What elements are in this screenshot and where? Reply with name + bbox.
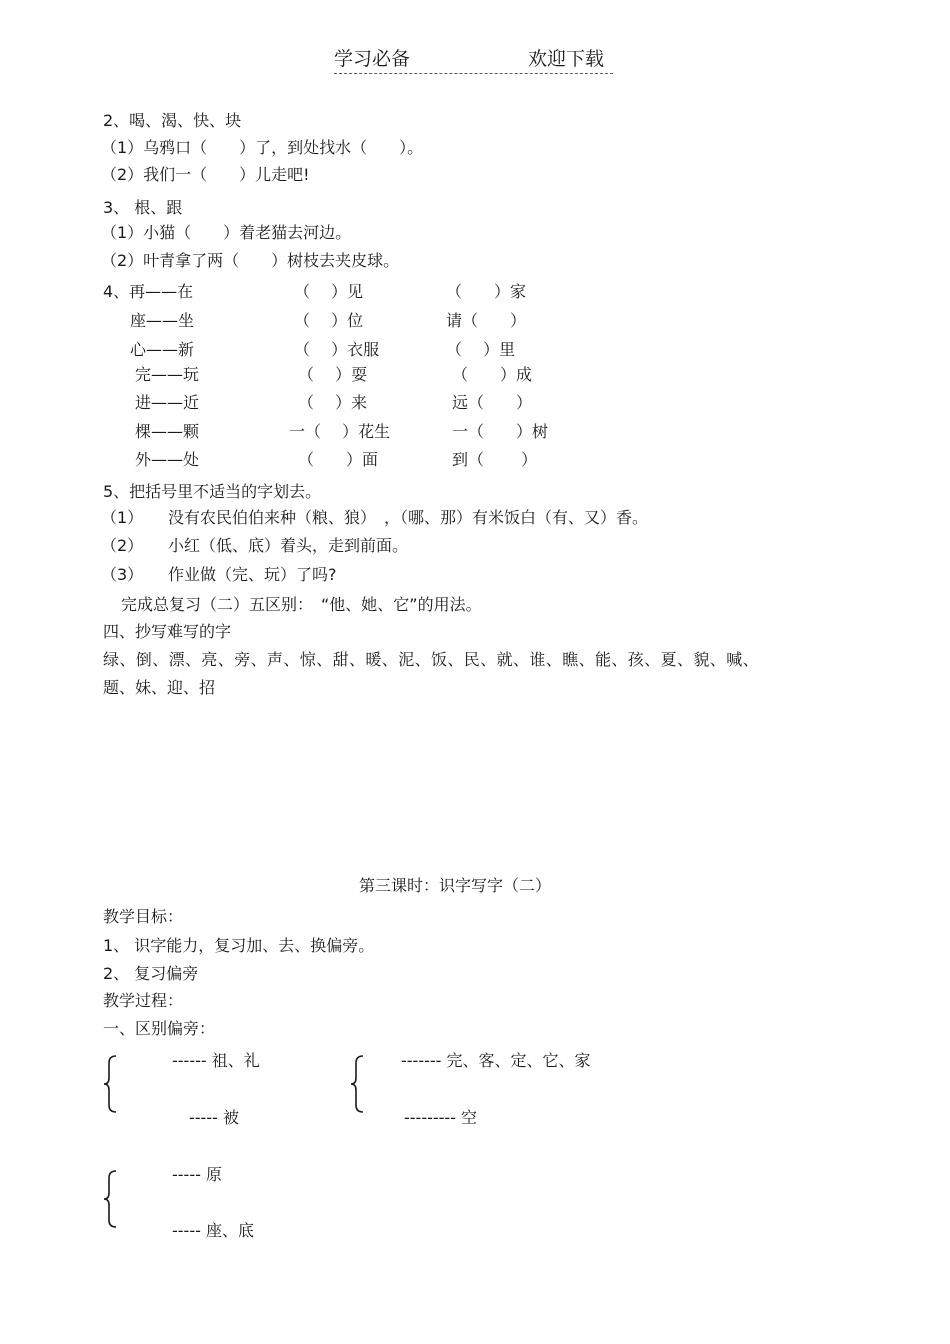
- left-brace-icon: [350, 1055, 364, 1113]
- q4-blank-b: （ ）成: [452, 365, 533, 384]
- q5-item-text: 小红（低、底）着头，走到前面。: [168, 536, 409, 555]
- brace-group-bottom: ----- 被: [189, 1108, 239, 1127]
- q4-blank-a: 一（ ）花生: [289, 422, 391, 441]
- q4-pair: 心——新: [130, 340, 195, 359]
- part1-label: 一、区别偏旁：: [103, 1019, 216, 1038]
- q4-blank-b: （ ）里: [446, 340, 516, 359]
- left-brace-icon: [103, 1055, 117, 1113]
- q5-item-num: （2）: [101, 536, 144, 555]
- q4-pair: 4、再——在: [103, 282, 194, 301]
- brace-group-top: ------ 祖、礼: [172, 1051, 260, 1070]
- brace-group-bottom: ----- 座、底: [172, 1221, 254, 1240]
- q5-item-num: （3）: [101, 565, 144, 584]
- q4-pair: 棵——颗: [135, 422, 200, 441]
- section4-chars-line2: 题、妹、迎、招: [103, 678, 216, 697]
- q4-blank-b: （ ）家: [446, 282, 527, 301]
- q5-item-text: 没有农民伯伯来种（粮、狼） ，（哪、那）有米饭白（有、又）香。: [168, 508, 649, 527]
- q4-blank-b: 一（ ）树: [452, 422, 549, 441]
- goals-label: 教学目标：: [103, 907, 184, 926]
- q4-blank-b: 请（ ）: [446, 311, 527, 330]
- header-left: 学习必备: [334, 48, 411, 70]
- section4-title: 四、抄写难写的字: [103, 622, 232, 641]
- q4-blank-a: （ ）见: [294, 282, 364, 301]
- q5-item-text: 作业做（完、玩）了吗?: [168, 565, 337, 584]
- header-divider: [334, 73, 613, 74]
- q4-pair: 完——玩: [135, 365, 200, 384]
- q2-item-1: （1）乌鸦口（ ）了，到处找水（ ）。: [101, 138, 424, 157]
- goal-item: 2、 复习偏旁: [103, 964, 199, 983]
- q4-blank-a: （ ）耍: [298, 365, 368, 384]
- brace-group-top: ----- 原: [172, 1165, 222, 1184]
- q4-blank-a: （ ）来: [298, 393, 368, 412]
- q4-blank-b: 远（ ）: [452, 393, 533, 412]
- q5-title: 5、把括号里不适当的字划去。: [103, 482, 322, 501]
- q3-item-1: （1）小猫（ ）着老猫去河边。: [101, 223, 352, 242]
- lesson-title: 第三课时：识字写字（二）: [359, 876, 552, 895]
- process-label: 教学过程：: [103, 991, 184, 1010]
- q5-item-num: （1）: [101, 508, 144, 527]
- review-note: 完成总复习（二）五区别： “他、她、它”的用法。: [121, 595, 482, 614]
- header-right: 欢迎下载: [528, 48, 605, 70]
- q3-item-2: （2）叶青拿了两（ ）树枝去夹皮球。: [101, 251, 400, 270]
- q4-blank-a: （ ）位: [294, 311, 364, 330]
- brace-group-bottom: --------- 空: [404, 1108, 478, 1127]
- q4-blank-a: （ ）面: [298, 450, 379, 469]
- q3-title: 3、 根、跟: [103, 198, 183, 217]
- left-brace-icon: [103, 1170, 117, 1228]
- section4-chars-line1: 绿、倒、漂、亮、旁、声、惊、甜、暖、泥、饭、民、就、谁、瞧、能、孩、夏、貌、喊、: [103, 650, 760, 669]
- brace-group-top: ------- 完、客、定、它、家: [401, 1051, 591, 1070]
- q4-pair: 外——处: [135, 450, 200, 469]
- q4-pair: 进——近: [135, 393, 200, 412]
- q2-title: 2、喝、渴、快、块: [103, 111, 242, 130]
- q2-item-2: （2）我们一（ ）儿走吧!: [101, 165, 310, 184]
- q4-blank-b: 到（ ）: [452, 450, 538, 469]
- goal-item: 1、 识字能力，复习加、去、换偏旁。: [103, 936, 375, 955]
- q4-blank-a: （ ）衣服: [294, 340, 380, 359]
- q4-pair: 座——坐: [130, 311, 195, 330]
